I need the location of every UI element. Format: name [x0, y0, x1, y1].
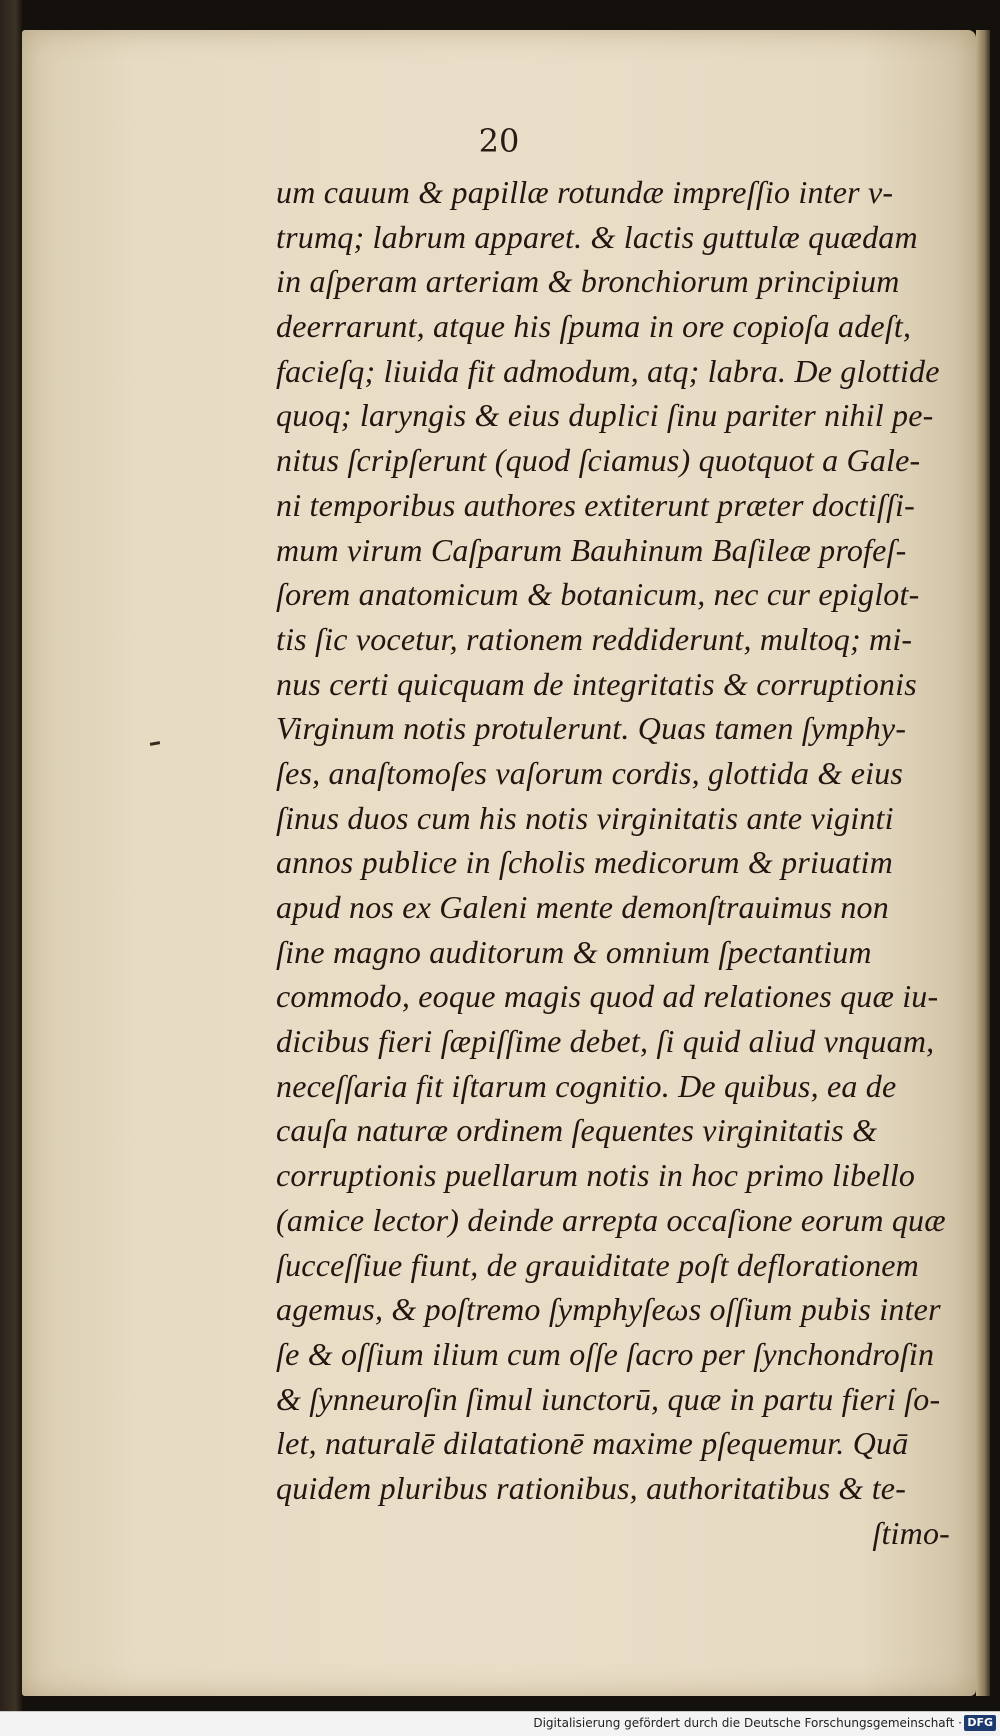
text-line: & ſynneuroſin ſimul iunctorū, quæ in partu fieri ſo-: [276, 1380, 941, 1417]
text-line: ſinus duos cum his notis virginitatis ante viginti: [276, 799, 894, 836]
text-line: ſorem anatomicum & botanicum, nec cur epiglot-: [276, 576, 920, 613]
text-line: ſine magno auditorum & omnium ſpectantium: [276, 933, 872, 970]
text-line: nitus ſcripſerunt (quod ſciamus) quotquot a Gale-: [276, 442, 921, 479]
text-line: Virginum notis protulerunt. Quas tamen ſymphy-: [276, 710, 907, 747]
text-line: neceſſaria fit iſtarum cognitio. De quibus, ea de: [276, 1067, 897, 1104]
catchword: ſtimo-: [872, 1514, 950, 1551]
text-line: nus certi quicquam de integritatis & corruptionis: [276, 665, 917, 702]
text-line: tis ſic vocetur, rationem reddiderunt, multoq; mi-: [276, 620, 913, 657]
book-page: [22, 30, 976, 1696]
text-block: [276, 170, 966, 1555]
page-edge: [976, 30, 990, 1696]
margin-mark: [150, 741, 160, 746]
text-line: quidem pluribus rationibus, authoritatibus & te-: [276, 1469, 907, 1506]
text-line: ſe & oſſium ilium cum oſſe ſacro per ſynchondroſin: [276, 1335, 935, 1372]
dfg-logo: DFG: [964, 1715, 996, 1731]
text-line: trumq; labrum apparet. & lactis guttulæ quædam: [276, 218, 918, 255]
footer-credit: Digitalisierung gefördert durch die Deutsche Forschungsgemeinschaft ·: [533, 1716, 962, 1730]
text-line: annos publice in ſcholis medicorum & priuatim: [276, 844, 893, 881]
page-number: 20: [478, 122, 520, 160]
text-line: dicibus fieri ſæpiſſime debet, ſi quid aliud vnquam,: [276, 1023, 935, 1060]
text-line: deerrarunt, atque his ſpuma in ore copioſa adeſt,: [276, 308, 912, 345]
text-line: ni temporibus authores extiterunt præter doctiſſi-: [276, 486, 915, 523]
text-line: agemus, & poſtremo ſymphyſeωs oſſium pubis inter: [276, 1291, 941, 1328]
text-line: facieſq; liuida fit admodum, atq; labra. De glottide: [276, 352, 940, 389]
text-line: um cauum & papillæ rotundæ impreſſio inter v-: [276, 174, 894, 210]
text-line: apud nos ex Galeni mente demonſtrauimus non: [276, 889, 889, 925]
text-line: (amice lector) deinde arrepta occaſione eorum quæ: [276, 1201, 946, 1238]
text-line: corruptionis puellarum notis in hoc primo libello: [276, 1157, 916, 1194]
text-line: ſucceſſiue fiunt, de grauiditate poſt deflorationem: [276, 1246, 919, 1283]
text-line: quoq; laryngis & eius duplici ſinu pariter nihil pe-: [276, 397, 934, 434]
footer-bar: [0, 1711, 1000, 1736]
book-spine: [0, 0, 22, 1712]
text-line: let, naturalē dilatationē maxime pſequemur. Quā: [276, 1425, 909, 1462]
text-line: ſes, anaſtomoſes vaſorum cordis, glottida & eius: [276, 754, 904, 791]
text-line: cauſa naturæ ordinem ſequentes virginitatis &: [276, 1112, 878, 1149]
text-line: commodo, eoque magis quod ad relationes quæ iu-: [276, 978, 939, 1015]
text-line: mum virum Caſparum Bauhinum Baſileæ profeſ-: [276, 531, 907, 568]
text-line: in aſperam arteriam & bronchiorum principium: [276, 263, 900, 300]
